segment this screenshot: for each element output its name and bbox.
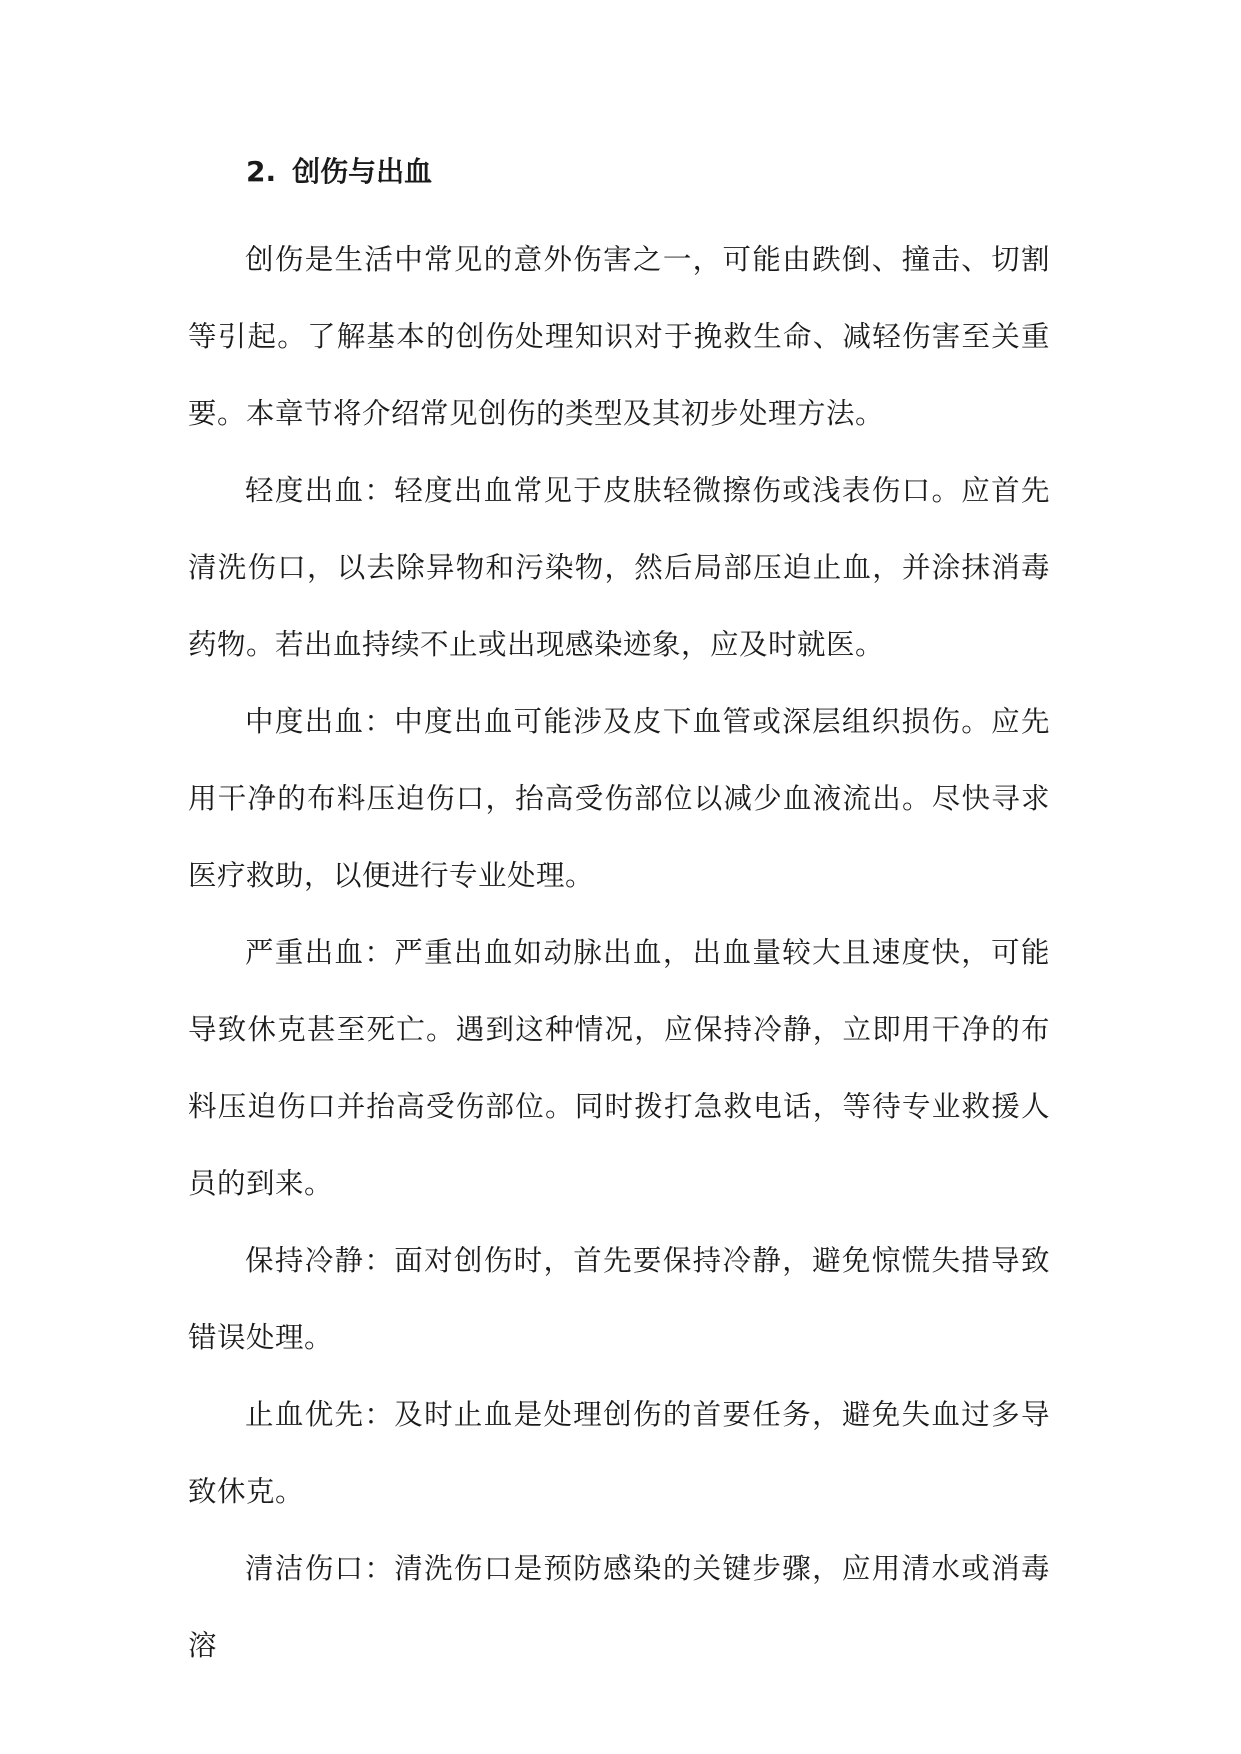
paragraph-mild-bleeding: 轻度出血：轻度出血常见于皮肤轻微擦伤或浅表伤口。应首先清洗伤口，以去除异物和污染物，然后局部压迫止血，并涂抹消毒药物。若出血持续不止或出现感染迹象，应及时就医。 [188,474,1050,661]
body-text [188,221,1050,1684]
section-heading [246,150,432,194]
paragraph-intro: 创伤是生活中常见的意外伤害之一，可能由跌倒、撞击、切割等引起。了解基本的创伤处理知识对于挽救生命、减轻伤害至关重要。本章节将介绍常见创伤的类型及其初步处理方法。 [188,243,1050,430]
paragraph-stop-bleeding-first: 止血优先：及时止血是处理创伤的首要任务，避免失血过多导致休克。 [188,1398,1050,1508]
paragraph-severe-bleeding: 严重出血：严重出血如动脉出血，出血量较大且速度快，可能导致休克甚至死亡。遇到这种情况，应保持冷静，立即用干净的布料压迫伤口并抬高受伤部位。同时拨打急救电话，等待专业救援人员的到来。 [188,936,1050,1200]
section-number: 2. [246,155,277,188]
paragraph-stay-calm: 保持冷静：面对创伤时，首先要保持冷静，避免惊慌失措导致错误处理。 [188,1244,1050,1354]
paragraph-moderate-bleeding: 中度出血：中度出血可能涉及皮下血管或深层组织损伤。应先用干净的布料压迫伤口，抬高受伤部位以减少血液流出。尽快寻求医疗救助，以便进行专业处理。 [188,705,1050,892]
paragraph-clean-wound: 清洁伤口：清洗伤口是预防感染的关键步骤，应用清水或消毒溶 [188,1552,1050,1662]
section-title: 创伤与出血 [292,155,433,188]
